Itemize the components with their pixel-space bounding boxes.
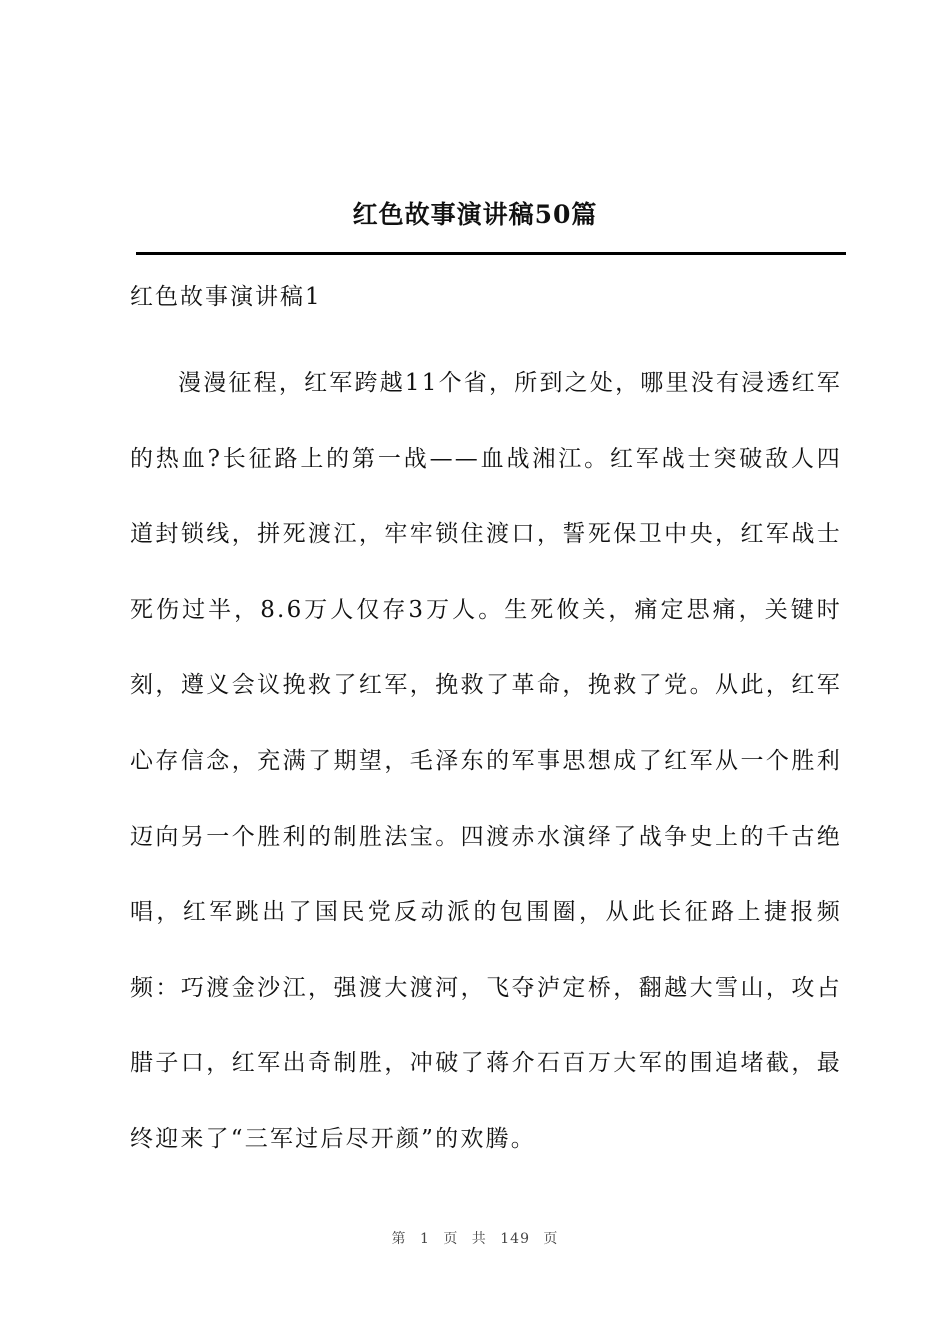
title-underline — [136, 252, 846, 255]
section-heading: 红色故事演讲稿1 — [130, 284, 322, 310]
body-paragraph: 漫漫征程，红军跨越11个省，所到之处，哪里没有浸透红军的热血?长征路上的第一战——血战湘江。红军战士突破敌人四道封锁线，拼死渡江，牢牢锁住渡口，誓死保卫中央，红军战士死伤过半，8.6万人仅存3万人。生死攸关，痛定思痛，关键时刻，遵义会议挽救了红军，挽救了革命，挽救了党。从此，红军心存信念，充满了期望，毛泽东的军事思想成了红军从一个胜利迈向另一个胜利的制胜法宝。四渡赤水演绎了战争史上的千古绝唱，红军跳出了国民党反动派的包围圈，从此长征路上捷报频频：巧渡金沙江，强渡大渡河，飞夺泸定桥，翻越大雪山，攻占腊子口，红军出奇制胜，冲破了蒋介石百万大军的围追堵截，最终迎来了“三军过后尽开颜”的欢腾。 — [130, 370, 842, 1152]
page-footer: 第 1 页 共 149 页 — [391, 1231, 559, 1247]
document-title: 红色故事演讲稿50篇 — [352, 200, 598, 229]
